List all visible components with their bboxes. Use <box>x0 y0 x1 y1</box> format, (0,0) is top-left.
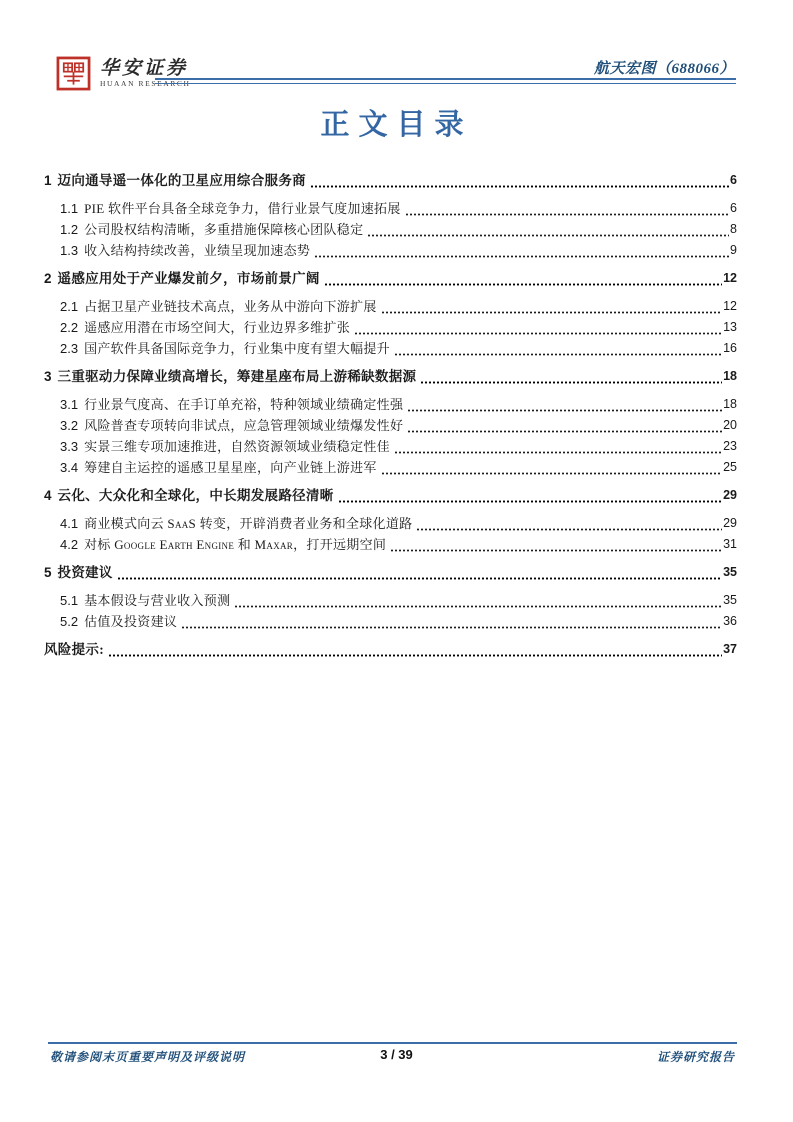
dot-leader <box>407 399 722 413</box>
toc-entry-number: 3.4 <box>60 460 79 475</box>
toc-sub-entry[interactable] <box>44 340 737 357</box>
page-title: 正文目录 <box>320 109 473 141</box>
dot-leader <box>117 567 722 581</box>
toc-section-entry[interactable] <box>44 172 737 189</box>
toc-sub-entry[interactable] <box>44 438 737 455</box>
toc-sub-entry[interactable] <box>44 592 737 609</box>
dot-leader <box>394 441 722 455</box>
toc-sub-entry[interactable] <box>44 242 737 259</box>
toc-entry-label: 对标 Google Earth Engine 和 Maxar，打开远期空间 <box>84 537 387 552</box>
toc-list <box>44 172 737 658</box>
toc-entry-label: 行业景气度高、在手订单充裕，特种领域业绩确定性强 <box>84 397 404 412</box>
dot-leader <box>314 245 729 259</box>
toc-section-entry[interactable] <box>44 564 737 581</box>
toc-entry-label: 收入结构持续改善，业绩呈现加速态势 <box>84 243 311 258</box>
toc-entry-label: 实景三维专项加速推进，自然资源领域业绩稳定性佳 <box>84 439 390 454</box>
dot-leader <box>367 224 729 238</box>
brand-name: 华安证券 <box>100 58 189 79</box>
toc-entry-page: 16 <box>723 341 737 355</box>
toc-entry-page: 8 <box>730 222 737 236</box>
toc-entry-page: 37 <box>723 642 737 656</box>
toc-entry-label: 投资建议 <box>57 565 113 580</box>
toc-entry-label: 基本假设与营业收入预测 <box>84 593 231 608</box>
toc-entry-number: 1.3 <box>60 243 79 258</box>
toc-entry-number: 2.1 <box>60 299 79 314</box>
toc-entry-page: 18 <box>723 369 737 383</box>
toc-entry-number: 3.1 <box>60 397 79 412</box>
toc-entry-label: 遥感应用潜在市场空间大，行业边界多维扩张 <box>84 320 351 335</box>
toc-entry-number: 2.2 <box>60 320 79 335</box>
toc-entry-label: 估值及投资建议 <box>84 614 178 629</box>
toc-sub-entry[interactable] <box>44 221 737 238</box>
footer-disclaimer: 敬请参阅末页重要声明及评级说明 <box>50 1050 246 1064</box>
toc-entry-page: 9 <box>730 243 737 257</box>
dot-leader <box>407 420 722 434</box>
brand-block <box>56 56 191 91</box>
toc-sub-entry[interactable] <box>44 298 737 315</box>
toc-section-entry[interactable] <box>44 641 737 658</box>
toc-entry-page: 12 <box>723 299 737 313</box>
toc-entry-number: 1 <box>44 173 52 188</box>
toc-entry-label: 迈向通导遥一体化的卫星应用综合服务商 <box>57 173 306 188</box>
toc-entry-label: 商业模式向云 SaaS 转变，开辟消费者业务和全球化道路 <box>84 516 413 531</box>
toc-entry-label: 遥感应用处于产业爆发前夕，市场前景广阔 <box>57 271 320 286</box>
toc-sub-entry[interactable] <box>44 319 737 336</box>
toc-entry-label: PIE 软件平台具备全球竞争力，借行业景气度加速拓展 <box>84 201 401 216</box>
toc-section-entry[interactable] <box>44 487 737 504</box>
dot-leader <box>324 273 722 287</box>
dot-leader <box>108 644 722 658</box>
dot-leader <box>416 518 722 532</box>
toc-sub-entry[interactable] <box>44 613 737 630</box>
stock-title: 航天宏图（688066） <box>593 61 735 77</box>
dot-leader <box>394 343 722 357</box>
dot-leader <box>354 322 722 336</box>
toc-entry-number: 4.1 <box>60 516 79 531</box>
toc-entry-page: 6 <box>730 173 737 187</box>
footer-rule <box>48 1042 737 1044</box>
toc-entry-label: 三重驱动力保障业绩高增长，筹建星座布局上游稀缺数据源 <box>57 369 417 384</box>
footer-report-type: 证券研究报告 <box>656 1050 735 1064</box>
toc-entry-number: 3.2 <box>60 418 79 433</box>
toc-entry-label: 公司股权结构清晰，多重措施保障核心团队稳定 <box>84 222 364 237</box>
toc-entry-number: 1.1 <box>60 201 79 216</box>
dot-leader <box>381 301 722 315</box>
toc-entry-number: 2 <box>44 271 52 286</box>
toc-section-entry[interactable] <box>44 270 737 287</box>
toc-sub-entry[interactable] <box>44 200 737 217</box>
toc-entry-page: 36 <box>723 614 737 628</box>
toc-entry-page: 31 <box>723 537 737 551</box>
toc-sub-entry[interactable] <box>44 515 737 532</box>
toc-entry-label: 占据卫星产业链技术高点，业务从中游向下游扩展 <box>84 299 377 314</box>
toc-section-entry[interactable] <box>44 368 737 385</box>
toc-entry-number: 5.1 <box>60 593 79 608</box>
toc-entry-number: 5 <box>44 565 52 580</box>
toc-entry-number: 4 <box>44 488 52 503</box>
toc-entry-page: 29 <box>723 488 737 502</box>
toc-entry-number: 4.2 <box>60 537 79 552</box>
toc-entry-page: 6 <box>730 201 737 215</box>
huaan-seal-icon <box>56 56 91 91</box>
toc-entry-page: 25 <box>723 460 737 474</box>
dot-leader <box>420 371 722 385</box>
toc-entry-number: 2.3 <box>60 341 79 356</box>
dot-leader <box>381 462 722 476</box>
toc-entry-page: 18 <box>723 397 737 411</box>
toc-entry-label: 国产软件具备国际竞争力，行业集中度有望大幅提升 <box>84 341 390 356</box>
toc-entry-number: 3 <box>44 369 52 384</box>
header-rule <box>155 78 736 84</box>
dot-leader <box>405 203 729 217</box>
toc-entry-label: 云化、大众化和全球化，中长期发展路径清晰 <box>57 488 334 503</box>
toc-entry-page: 20 <box>723 418 737 432</box>
toc-sub-entry[interactable] <box>44 459 737 476</box>
toc-entry-page: 35 <box>723 593 737 607</box>
dot-leader <box>338 490 723 504</box>
toc-entry-page: 13 <box>723 320 737 334</box>
toc-entry-number: 1.2 <box>60 222 79 237</box>
toc-entry-page: 12 <box>723 271 737 285</box>
dot-leader <box>234 595 722 609</box>
footer-page-number: 3 / 39 <box>380 1047 413 1062</box>
toc-entry-label: 风险普查专项转向非试点，应急管理领域业绩爆发性好 <box>84 418 404 433</box>
toc-sub-entry[interactable] <box>44 536 737 553</box>
brand-subtitle: HUAAN RESEARCH <box>100 79 191 88</box>
dot-leader <box>390 539 722 553</box>
toc-sub-entry[interactable] <box>44 396 737 413</box>
toc-sub-entry[interactable] <box>44 417 737 434</box>
toc-entry-page: 29 <box>723 516 737 530</box>
toc-entry-label: 筹建自主运控的遥感卫星星座，向产业链上游进军 <box>84 460 377 475</box>
toc-entry-number: 3.3 <box>60 439 79 454</box>
toc-entry-page: 35 <box>723 565 737 579</box>
toc-entry-page: 23 <box>723 439 737 453</box>
brand-text <box>100 56 191 89</box>
dot-leader <box>310 175 729 189</box>
toc-entry-label: 风险提示: <box>44 642 104 657</box>
dot-leader <box>181 616 722 630</box>
toc-entry-number: 5.2 <box>60 614 79 629</box>
